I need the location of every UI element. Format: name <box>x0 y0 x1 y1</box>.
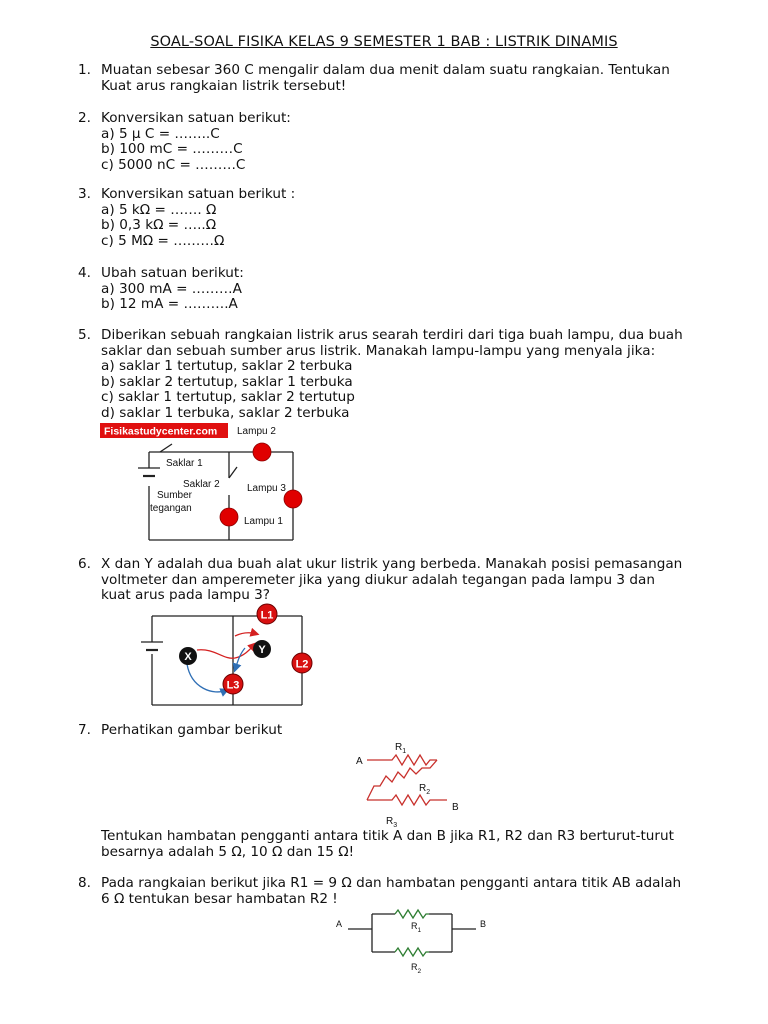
question-number: 4. <box>78 265 91 281</box>
label-r2: $R_2$ <box>419 783 431 796</box>
label-r1: $R_1$ <box>411 921 422 934</box>
question-line: b) 12 mA = ……….A <box>101 296 238 312</box>
question-number: 6. <box>78 556 91 572</box>
question-line: Muatan sebesar 360 C mengalir dalam dua menit dalam suatu rangkaian. Tentukan <box>101 62 670 78</box>
switch-1 <box>160 444 172 452</box>
question-line: Konversikan satuan berikut : <box>101 186 296 202</box>
question-line: Pada rangkaian berikut jika R1 = 9 Ω dan hambatan pengganti antara titik AB adalah <box>101 875 682 891</box>
resistor-network <box>367 755 447 805</box>
question-line: Perhatikan gambar berikut <box>101 722 283 738</box>
question-line: b) saklar 2 tertutup, saklar 1 terbuka <box>101 373 353 390</box>
red-arrow-top <box>235 633 257 636</box>
label-x: X <box>184 651 192 663</box>
question-number: 5. <box>78 327 91 343</box>
red-arrow <box>197 644 255 658</box>
question-line: a) 300 mA = ………A <box>101 280 242 297</box>
resistor-r2 <box>395 948 429 956</box>
label-lampu-3: Lampu 3 <box>247 483 286 494</box>
question-line: a) 5 µ C = ……..C <box>101 125 220 142</box>
question-line: a) 5 kΩ = ……. Ω <box>101 201 217 218</box>
question-line: besarnya adalah 5 Ω, 10 Ω dan 15 Ω! <box>101 843 355 860</box>
circuit-figure-q5 <box>100 420 310 545</box>
question-line: c) saklar 1 tertutup, saklar 2 tertutup <box>101 389 355 405</box>
label-r1: $R_1$ <box>395 742 407 755</box>
question-number: 1. <box>78 62 91 78</box>
lamp-1 <box>220 508 238 526</box>
label-lampu-1: Lampu 1 <box>244 516 283 527</box>
question-line: Ubah satuan berikut: <box>101 265 244 281</box>
label-y: Y <box>258 644 266 656</box>
question-line: b) 0,3 kΩ = …..Ω <box>101 217 217 233</box>
question-line: c) 5 MΩ = ………Ω <box>101 232 225 249</box>
label-point-b: B <box>480 919 487 929</box>
resistor-figure-q7 <box>350 738 470 830</box>
label-point-a: A <box>336 919 343 929</box>
question-line: kuat arus pada lampu 3? <box>101 587 271 603</box>
question-number: 8. <box>78 875 91 891</box>
question-number: 2. <box>78 110 91 126</box>
label-saklar-1: Saklar 1 <box>166 458 203 469</box>
label-point-b: B <box>452 802 459 813</box>
question-line: Tentukan hambatan pengganti antara titik A dan B jika R1, R2 dan R3 berturut-turut <box>101 828 674 844</box>
question-line: X dan Y adalah dua buah alat ukur listrik yang berbeda. Manakah posisi pemasangan <box>101 556 683 572</box>
label-l1: L1 <box>260 609 274 622</box>
label-tegangan: tegangan <box>150 503 192 514</box>
question-line: Diberikan sebuah rangkaian listrik arus searah terdiri dari tiga buah lampu, dua buah <box>101 327 683 343</box>
watermark-text: Fisikastudycenter.com <box>104 425 218 438</box>
question-line: Konversikan satuan berikut: <box>101 110 291 126</box>
label-r2: $R_2$ <box>411 962 422 975</box>
question-number: 7. <box>78 722 91 738</box>
switch-2 <box>229 467 237 478</box>
page-title: SOAL-SOAL FISIKA KELAS 9 SEMESTER 1 BAB : LISTRIK DINAMIS <box>150 34 618 50</box>
resistor-figure-q8 <box>330 902 500 980</box>
question-line: a) saklar 1 tertutup, saklar 2 terbuka <box>101 358 353 374</box>
question-line: saklar dan sebuah sumber arus listrik. Manakah lampu-lampu yang menyala jika: <box>101 342 656 359</box>
resistor-r1 <box>395 910 429 918</box>
question-line: c) 5000 nC = ………C <box>101 156 246 173</box>
lamp-3 <box>284 490 302 508</box>
blue-arrow-mid <box>235 648 245 670</box>
question-line: voltmeter dan amperemeter jika yang diukur adalah tegangan pada lampu 3 dan <box>101 571 655 588</box>
label-l3: L3 <box>226 679 240 692</box>
question-line: 6 Ω tentukan besar hambatan R2 ! <box>101 890 338 907</box>
label-lampu-2: Lampu 2 <box>237 426 276 437</box>
label-saklar-2: Saklar 2 <box>183 479 220 490</box>
label-l2: L2 <box>295 658 309 671</box>
label-r3: $R_3$ <box>386 816 398 829</box>
question-line: Kuat arus rangkaian listrik tersebut! <box>101 77 347 94</box>
label-sumber: Sumber <box>157 490 193 501</box>
question-line: d) saklar 1 terbuka, saklar 2 terbuka <box>101 404 350 421</box>
lamp-2 <box>253 443 271 461</box>
blue-arrow <box>187 664 227 692</box>
question-line: b) 100 mC = ………C <box>101 141 243 157</box>
question-number: 3. <box>78 186 91 202</box>
circuit-figure-q6 <box>135 600 320 710</box>
label-point-a: A <box>356 756 363 767</box>
parallel-wires <box>348 914 476 952</box>
